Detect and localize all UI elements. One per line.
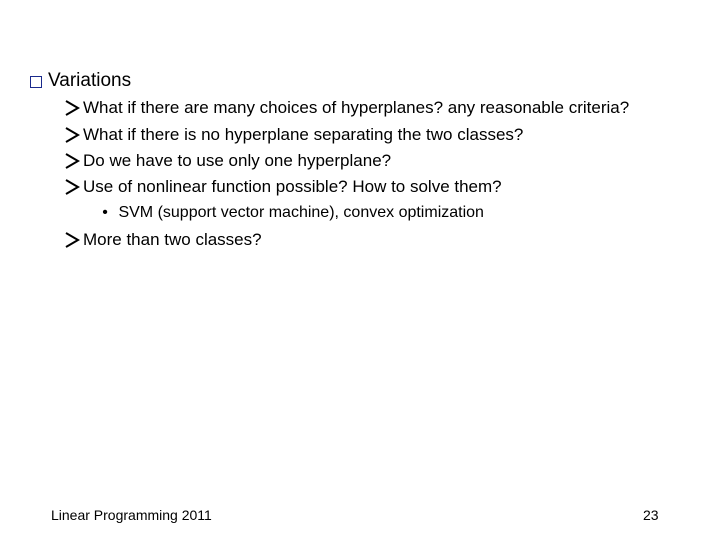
arrow-bullet-icon [64,178,80,196]
bullet-text: Do we have to use only one hyperplane? [83,151,392,170]
dot-bullet-icon: • [102,204,108,221]
arrow-bullet-icon [64,152,80,170]
square-bullet-icon [30,76,42,88]
page-number: 23 [643,507,659,523]
bullet-item [64,230,262,250]
bullet-text: Use of nonlinear function possible? How to solve them? [83,177,502,196]
sub-bullet-text: SVM (support vector machine), convex optimization [118,204,484,221]
arrow-bullet-icon [64,231,80,249]
arrow-bullet-icon [64,126,80,144]
footer-title: Linear Programming 2011 [51,507,212,523]
bullet-text: What if there is no hyperplane separating the two classes? [83,125,524,144]
arrow-bullet-icon [64,99,80,117]
heading-text: Variations [48,70,132,91]
bullet-text: More than two classes? [83,230,262,249]
sub-bullet-item [100,204,484,222]
bullet-text: What if there are many choices of hyperplanes? any reasonable criteria? [83,98,630,117]
bullet-item [64,125,523,145]
bullet-item [64,177,502,197]
bullet-item [64,151,391,171]
heading-variations [30,70,131,92]
bullet-item [64,98,629,118]
